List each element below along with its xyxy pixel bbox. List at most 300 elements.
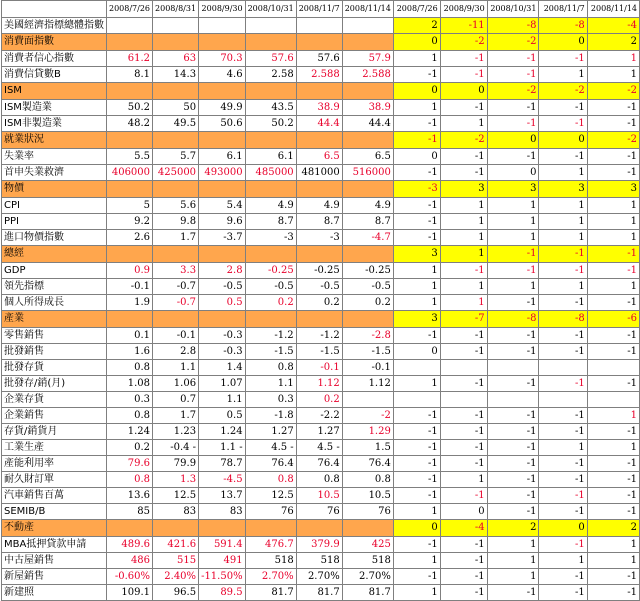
value-cell: 2.70% (296, 569, 342, 585)
signal-cell: -1 (539, 51, 587, 67)
value-cell: -0.60% (107, 569, 153, 585)
category-signal-cell: 0 (487, 132, 539, 149)
value-cell: 486 (107, 553, 153, 569)
signal-cell: -1 (487, 504, 539, 520)
signal-cell: -1 (587, 344, 639, 360)
category-signal-cell: -2 (440, 34, 487, 51)
indicator-row (2, 537, 640, 553)
signal-cell: -1 (393, 328, 440, 344)
signal-cell (393, 392, 440, 408)
value-cell: 0.2 (107, 440, 153, 456)
total-signal-cell: -8 (539, 18, 587, 34)
indicator-row (2, 408, 640, 424)
indicator-label: 耐久財訂單 (2, 472, 107, 488)
signal-cell: -1 (440, 67, 487, 83)
signal-cell: -1 (393, 424, 440, 440)
value-date-header: 2008/11/7 (296, 1, 342, 18)
signal-cell: -1 (487, 263, 539, 279)
value-cell: -0.3 (199, 328, 246, 344)
signal-cell: -1 (393, 67, 440, 83)
value-cell: 2.58 (245, 67, 296, 83)
spreadsheet (1, 0, 640, 601)
category-blank (342, 132, 393, 149)
value-cell: 5.6 (153, 198, 199, 214)
indicator-label: 新建照 (2, 585, 107, 601)
value-cell: 2.588 (342, 67, 393, 83)
signal-cell: 1 (393, 553, 440, 569)
value-cell: 0.8 (107, 408, 153, 424)
signal-cell: -1 (440, 344, 487, 360)
signal-cell: -1 (393, 214, 440, 230)
signal-cell: -1 (487, 408, 539, 424)
category-label: 不動產 (2, 520, 107, 537)
category-signal-cell: -1 (393, 132, 440, 149)
signal-cell: -1 (587, 165, 639, 181)
value-cell: 425 (342, 537, 393, 553)
value-cell: 10.5 (296, 488, 342, 504)
value-cell: 1.1 (245, 376, 296, 392)
signal-cell: 1 (440, 279, 487, 295)
value-cell: -3.7 (199, 230, 246, 246)
indicator-row (2, 198, 640, 214)
signal-cell (440, 392, 487, 408)
value-cell: 1.24 (107, 424, 153, 440)
category-blank (296, 181, 342, 198)
indicator-label: ISM非製造業 (2, 116, 107, 132)
category-signal-cell: -1 (487, 246, 539, 263)
signal-cell: -1 (487, 344, 539, 360)
value-cell: 85 (107, 504, 153, 520)
value-cell: 61.2 (107, 51, 153, 67)
indicator-label: SEMIB/B (2, 504, 107, 520)
indicator-row (2, 392, 640, 408)
value-cell: 1.27 (245, 424, 296, 440)
value-cell: -4.5 (199, 472, 246, 488)
category-signal-cell: 3 (393, 246, 440, 263)
indicator-label: 首申失業救濟 (2, 165, 107, 181)
category-blank (153, 520, 199, 537)
value-cell: 489.6 (107, 537, 153, 553)
signal-cell: -1 (440, 376, 487, 392)
category-signal-cell: -6 (587, 311, 639, 328)
signal-cell: 1 (440, 198, 487, 214)
value-cell: -0.5 (296, 279, 342, 295)
signal-cell (587, 360, 639, 376)
indicator-label: 新屋銷售 (2, 569, 107, 585)
value-cell: -0.1 (107, 279, 153, 295)
value-cell: 6.1 (245, 149, 296, 165)
signal-cell: -1 (393, 472, 440, 488)
indicator-label: 批發存貨 (2, 360, 107, 376)
signal-cell: 1 (587, 408, 639, 424)
indicator-row (2, 328, 640, 344)
signal-cell (539, 360, 587, 376)
value-cell: 10.5 (342, 488, 393, 504)
value-cell: 379.9 (296, 537, 342, 553)
category-blank (199, 520, 246, 537)
value-cell: 0.3 (245, 392, 296, 408)
value-cell: 2.8 (153, 344, 199, 360)
category-blank (245, 34, 296, 51)
value-date-header: 2008/9/30 (199, 1, 246, 18)
category-blank (199, 181, 246, 198)
signal-cell: -1 (587, 456, 639, 472)
value-cell: 50 (153, 100, 199, 116)
indicator-label: 失業率 (2, 149, 107, 165)
signal-cell: -1 (587, 569, 639, 585)
indicator-row (2, 424, 640, 440)
value-cell: 49.9 (199, 100, 246, 116)
value-cell: 0.2 (296, 295, 342, 311)
value-cell: 89.5 (199, 585, 246, 601)
indicator-label: 領先指標 (2, 279, 107, 295)
signal-cell (487, 360, 539, 376)
category-blank (342, 246, 393, 263)
category-signal-cell: 0 (393, 520, 440, 537)
signal-cell: 1 (440, 116, 487, 132)
signal-cell: 1 (487, 198, 539, 214)
signal-cell: -1 (487, 51, 539, 67)
category-blank (153, 83, 199, 100)
value-cell (342, 392, 393, 408)
signal-cell: 1 (393, 376, 440, 392)
value-cell: -0.25 (296, 263, 342, 279)
category-signal-cell: 2 (587, 34, 639, 51)
category-blank (342, 34, 393, 51)
value-cell: 79.6 (107, 456, 153, 472)
value-cell: 1.4 (199, 360, 246, 376)
value-cell: -2.8 (342, 328, 393, 344)
category-signal-cell: 3 (539, 181, 587, 198)
value-cell: 4.6 (199, 67, 246, 83)
value-cell: -2.2 (296, 408, 342, 424)
indicator-label: MBA抵押貸款申請 (2, 537, 107, 553)
signal-cell: -1 (440, 553, 487, 569)
signal-cell: 1 (587, 537, 639, 553)
value-cell: 406000 (107, 165, 153, 181)
signal-cell: -1 (539, 376, 587, 392)
category-blank (245, 83, 296, 100)
value-cell: 50.2 (245, 116, 296, 132)
value-cell: 57.6 (296, 51, 342, 67)
indicator-label: ISM製造業 (2, 100, 107, 116)
signal-cell: -1 (539, 537, 587, 553)
value-cell: 83 (153, 504, 199, 520)
indicator-row (2, 116, 640, 132)
signal-cell: -1 (393, 456, 440, 472)
value-cell: -1.5 (245, 344, 296, 360)
empty-cell (245, 18, 296, 34)
value-cell: 9.6 (199, 214, 246, 230)
value-cell: -1.2 (245, 328, 296, 344)
value-cell: 12.5 (153, 488, 199, 504)
signal-cell (587, 392, 639, 408)
signal-cell: -1 (487, 488, 539, 504)
signal-cell: 0 (440, 504, 487, 520)
indicator-label: 批發存/銷(月) (2, 376, 107, 392)
category-blank (107, 246, 153, 263)
value-cell: 57.6 (245, 51, 296, 67)
signal-cell: 0 (393, 344, 440, 360)
indicator-label: 進口物價指數 (2, 230, 107, 246)
signal-cell: -1 (487, 585, 539, 601)
total-row (2, 18, 640, 34)
signal-cell: -1 (539, 569, 587, 585)
indicator-label: CPI (2, 198, 107, 214)
value-cell: 2.70% (342, 569, 393, 585)
value-cell: 2.6 (107, 230, 153, 246)
signal-cell: -1 (539, 149, 587, 165)
signal-cell: -1 (587, 116, 639, 132)
category-signal-cell: -8 (487, 311, 539, 328)
value-cell: 0.8 (107, 472, 153, 488)
value-cell: 8.7 (296, 214, 342, 230)
signal-cell: -1 (440, 100, 487, 116)
value-cell: 1.1 (153, 360, 199, 376)
signal-cell: -1 (587, 328, 639, 344)
value-cell: 2.70% (245, 569, 296, 585)
value-cell: 481000 (296, 165, 342, 181)
signal-cell: -1 (539, 100, 587, 116)
value-cell: 78.7 (199, 456, 246, 472)
category-blank (107, 83, 153, 100)
category-blank (296, 520, 342, 537)
signal-cell: -1 (487, 116, 539, 132)
value-cell: 8.7 (245, 214, 296, 230)
category-blank (245, 132, 296, 149)
signal-cell: 1 (587, 553, 639, 569)
value-cell: 63 (153, 51, 199, 67)
indicator-label: 汽車銷售百萬 (2, 488, 107, 504)
signal-cell: 1 (539, 440, 587, 456)
value-cell: 516000 (342, 165, 393, 181)
value-cell: -2 (342, 408, 393, 424)
category-blank (107, 132, 153, 149)
date-header-row (2, 1, 640, 18)
indicator-row (2, 360, 640, 376)
value-cell: 0.5 (199, 408, 246, 424)
value-cell: -11.50% (199, 569, 246, 585)
value-cell: 9.2 (107, 214, 153, 230)
signal-cell: -1 (440, 424, 487, 440)
value-cell: -1.2 (296, 328, 342, 344)
category-signal-cell: 0 (539, 520, 587, 537)
value-cell: -3 (245, 230, 296, 246)
category-signal-cell: -1 (587, 246, 639, 263)
value-cell: 76.4 (342, 456, 393, 472)
value-cell: -1.5 (296, 344, 342, 360)
value-cell: 79.9 (153, 456, 199, 472)
indicator-label: 個人所得成長 (2, 295, 107, 311)
signal-cell: 1 (539, 198, 587, 214)
indicator-label: 企業存貨 (2, 392, 107, 408)
signal-cell: -1 (393, 230, 440, 246)
signal-cell: -1 (393, 537, 440, 553)
category-label: 總經 (2, 246, 107, 263)
signal-cell: 1 (587, 440, 639, 456)
signal-cell: -1 (440, 263, 487, 279)
value-cell: 44.4 (296, 116, 342, 132)
value-cell: -0.5 (199, 279, 246, 295)
category-signal-cell: 2 (587, 520, 639, 537)
category-signal-cell: -2 (487, 34, 539, 51)
value-cell: 4.9 (296, 198, 342, 214)
signal-cell: 1 (587, 198, 639, 214)
value-cell: 6.5 (342, 149, 393, 165)
value-date-header: 2008/11/14 (342, 1, 393, 18)
value-cell: 1.29 (342, 424, 393, 440)
category-signal-cell: -8 (539, 311, 587, 328)
value-cell: 43.5 (245, 100, 296, 116)
signal-cell: -1 (539, 424, 587, 440)
signal-cell: 1 (393, 279, 440, 295)
value-cell: -0.1 (296, 360, 342, 376)
value-cell: 518 (296, 553, 342, 569)
value-cell: -0.25 (342, 263, 393, 279)
value-cell: 12.5 (245, 488, 296, 504)
indicator-label: PPI (2, 214, 107, 230)
indicator-row (2, 553, 640, 569)
value-cell: 0.8 (342, 472, 393, 488)
value-cell: 96.5 (153, 585, 199, 601)
category-signal-cell: 2 (487, 520, 539, 537)
category-blank (107, 34, 153, 51)
category-signal-cell: -4 (440, 520, 487, 537)
value-cell: 1.12 (342, 376, 393, 392)
category-blank (342, 311, 393, 328)
category-signal-cell: 3 (587, 181, 639, 198)
empty-cell (153, 18, 199, 34)
value-cell: 2.40% (153, 569, 199, 585)
value-cell: -0.3 (199, 344, 246, 360)
category-signal-cell: 0 (539, 34, 587, 51)
total-signal-cell: -8 (487, 18, 539, 34)
signal-cell: 0 (487, 165, 539, 181)
sheet-title: 美國經濟指標總體指數 (2, 18, 107, 34)
category-label: ISM (2, 83, 107, 100)
value-cell: -0.7 (153, 295, 199, 311)
value-cell: 109.1 (107, 585, 153, 601)
value-cell: 38.9 (342, 100, 393, 116)
value-date-header: 2008/8/31 (153, 1, 199, 18)
value-cell: 1.07 (199, 376, 246, 392)
category-signal-cell: 0 (393, 83, 440, 100)
value-cell: 518 (245, 553, 296, 569)
indicator-row (2, 456, 640, 472)
value-cell: 6.1 (199, 149, 246, 165)
value-cell: 1.7 (153, 230, 199, 246)
category-blank (153, 181, 199, 198)
signal-cell: -1 (539, 472, 587, 488)
signal-cell: -1 (539, 263, 587, 279)
category-row (2, 132, 640, 149)
indicator-row (2, 295, 640, 311)
signal-cell: -1 (393, 165, 440, 181)
category-row (2, 34, 640, 51)
category-row (2, 83, 640, 100)
signal-cell: -1 (487, 100, 539, 116)
category-signal-cell: -2 (539, 83, 587, 100)
value-cell: -0.5 (342, 279, 393, 295)
value-cell: 6.5 (296, 149, 342, 165)
category-blank (245, 520, 296, 537)
signal-cell: -1 (487, 295, 539, 311)
value-cell: 0.8 (245, 472, 296, 488)
value-cell: -4.7 (342, 230, 393, 246)
signal-cell: -1 (440, 585, 487, 601)
signal-cell: -1 (440, 408, 487, 424)
value-cell: 76.4 (296, 456, 342, 472)
signal-cell: 1 (487, 537, 539, 553)
value-cell: 1.08 (107, 376, 153, 392)
signal-cell: 1 (440, 295, 487, 311)
signal-cell: 1 (487, 279, 539, 295)
category-blank (296, 311, 342, 328)
value-cell: 0.9 (107, 263, 153, 279)
value-cell: 591.4 (199, 537, 246, 553)
category-blank (153, 34, 199, 51)
signal-cell: 1 (539, 230, 587, 246)
indicator-row (2, 376, 640, 392)
value-cell: 5.4 (199, 198, 246, 214)
value-cell: 5.7 (153, 149, 199, 165)
value-cell: 0.5 (199, 295, 246, 311)
category-signal-cell: 3 (393, 311, 440, 328)
value-cell: 0.2 (342, 295, 393, 311)
value-cell: 50.2 (107, 100, 153, 116)
value-cell: -0.1 (342, 360, 393, 376)
signal-cell: 1 (440, 472, 487, 488)
signal-cell: -1 (440, 488, 487, 504)
value-cell: 1.7 (153, 408, 199, 424)
value-cell: 0.1 (107, 328, 153, 344)
signal-cell: -1 (539, 295, 587, 311)
signal-cell: -1 (539, 456, 587, 472)
indicator-table (1, 0, 640, 601)
indicator-row (2, 214, 640, 230)
signal-cell: -1 (487, 328, 539, 344)
signal-cell: 1 (587, 214, 639, 230)
value-cell: 4.9 (342, 198, 393, 214)
category-blank (342, 181, 393, 198)
category-blank (107, 311, 153, 328)
category-blank (199, 311, 246, 328)
signal-cell: -1 (587, 149, 639, 165)
category-signal-cell: -2 (587, 83, 639, 100)
category-row (2, 181, 640, 198)
value-cell: 81.7 (245, 585, 296, 601)
value-cell: 57.9 (342, 51, 393, 67)
value-cell: 0.7 (153, 392, 199, 408)
value-cell: 1.27 (296, 424, 342, 440)
total-signal-cell: -4 (587, 18, 639, 34)
category-label: 物價 (2, 181, 107, 198)
signal-cell: -1 (393, 488, 440, 504)
value-cell: 515 (153, 553, 199, 569)
signal-date-header: 2008/11/14 (587, 1, 639, 18)
category-signal-cell: -2 (440, 132, 487, 149)
signal-cell: -1 (587, 488, 639, 504)
value-cell: 485000 (245, 165, 296, 181)
signal-cell: -1 (587, 424, 639, 440)
value-cell: 8.1 (107, 67, 153, 83)
category-signal-cell: -1 (539, 246, 587, 263)
signal-cell (393, 360, 440, 376)
signal-date-header: 2008/9/30 (440, 1, 487, 18)
category-blank (199, 246, 246, 263)
indicator-row (2, 440, 640, 456)
category-blank (245, 246, 296, 263)
